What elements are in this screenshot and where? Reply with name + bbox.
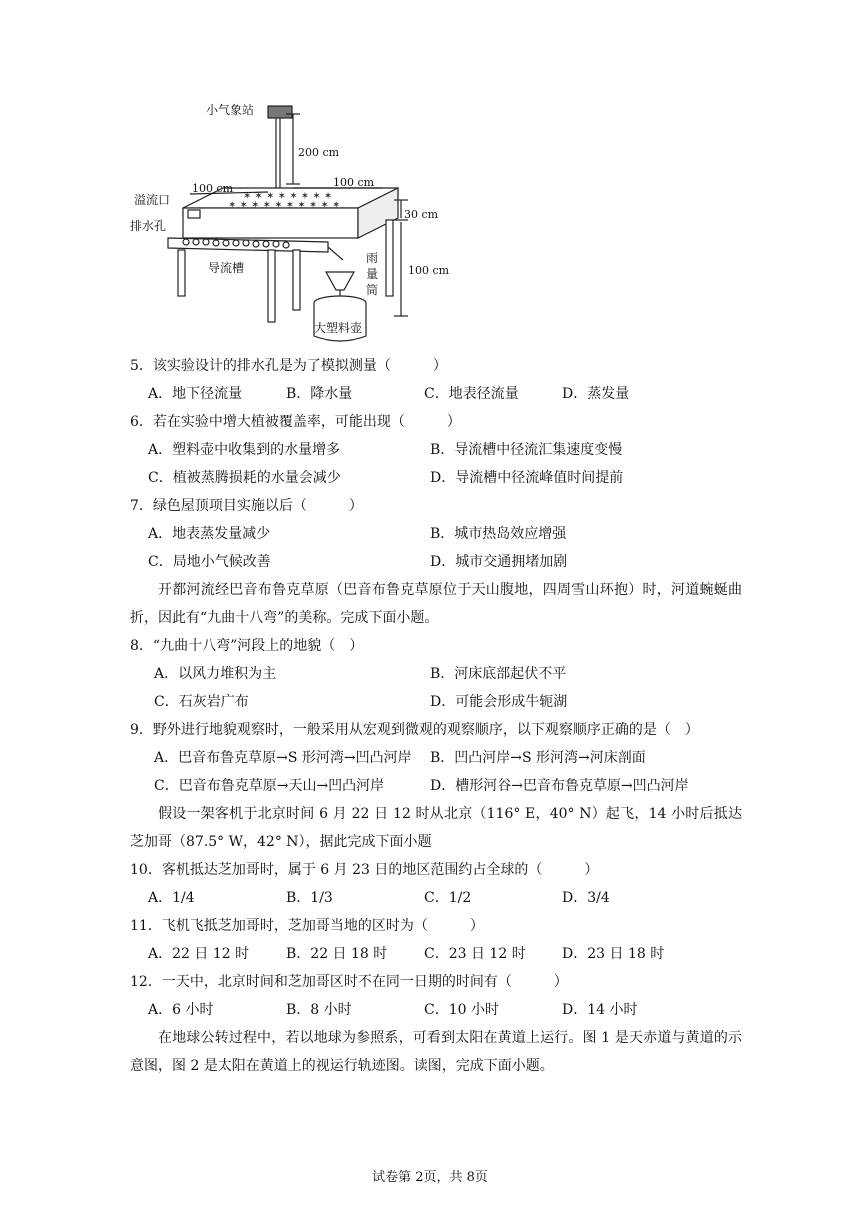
questions [130, 352, 742, 1080]
q7-options-2 [130, 548, 742, 576]
page-footer: 试卷第 2页，共 8页 [372, 1170, 488, 1185]
q10-a[interactable]: A．1/4 [148, 890, 195, 906]
svg-text:雨: 雨 [366, 251, 379, 265]
passage-3: 在地球公转过程中，若以地球为参照系，可看到太阳在黄道上运行。图 1 是天赤道与黄道的示意图，图 2 是太阳在黄道上的视运行轨迹图。读图，完成下面小题。 [130, 1030, 742, 1074]
label-100cm-right: 100 cm [333, 176, 375, 189]
passage-2: 假设一架客机于北京时间 6 月 22 日 12 时从北京（116° E，40° N）起飞，14 小时后抵达芝加哥（87.5° W，42° N），据此完成下面小题 [130, 806, 742, 850]
q5-c[interactable]: C．地表径流量 [424, 386, 519, 402]
q7-a[interactable]: A．地表蒸发量减少 [148, 526, 271, 542]
label-gauge [366, 251, 378, 297]
q6-stem: 6．若在实验中增大植被覆盖率，可能出现（ ） [130, 414, 461, 430]
q9-stem: 9．野外进行地貌观察时，一般采用从宏观到微观的观察顺序，以下观察顺序正确的是（ ） [130, 722, 699, 738]
svg-text:✶ ✶ ✶ ✶ ✶ ✶ ✶ ✶ ✶ ✶: ✶ ✶ ✶ ✶ ✶ ✶ ✶ ✶ ✶ ✶ [228, 200, 341, 211]
passage-1: 开都河流经巴音布鲁克草原（巴音布鲁克草原位于天山腹地，四周雪山环抱）时，河道蜿蜒曲折，因此有“九曲十八弯”的美称。完成下面小题。 [130, 582, 742, 626]
q11-a[interactable]: A．22 日 12 时 [148, 946, 250, 962]
q8-b[interactable]: B．河床底部起伏不平 [430, 666, 567, 682]
label-pot: 大塑料壶 [314, 321, 363, 335]
q10-c[interactable]: C．1/2 [424, 890, 472, 906]
label-drain: 排水孔 [130, 219, 167, 233]
q12-c[interactable]: C．10 小时 [424, 1002, 499, 1018]
q9-options-2 [130, 772, 742, 800]
q10-d[interactable]: D．3/4 [562, 890, 610, 906]
q6-options-1 [130, 436, 742, 464]
label-200cm: 200 cm [298, 146, 340, 159]
q10-options [130, 884, 742, 912]
q5-b[interactable]: B．降水量 [286, 386, 353, 402]
q11-options [130, 940, 742, 968]
q8-d[interactable]: D．可能会形成牛轭湖 [430, 694, 568, 710]
q5-a[interactable]: A．地下径流量 [148, 386, 243, 402]
q9-options-1 [130, 744, 742, 772]
label-30cm: 30 cm [404, 208, 439, 221]
q5-d[interactable]: D．蒸发量 [562, 386, 630, 402]
q7-d[interactable]: D．城市交通拥堵加剧 [430, 554, 568, 570]
q7-c[interactable]: C．局地小气候改善 [148, 554, 271, 570]
q12-options [130, 996, 742, 1024]
svg-text:筒: 筒 [366, 283, 379, 297]
q9-c[interactable]: C．巴音布鲁克草原→天山→凹凸河岸 [154, 778, 385, 794]
q12-d[interactable]: D．14 小时 [562, 1002, 638, 1018]
q11-b[interactable]: B．22 日 18 时 [286, 946, 388, 962]
svg-text:量: 量 [366, 267, 379, 281]
q9-a[interactable]: A．巴音布鲁克草原→S 形河湾→凹凸河岸 [154, 750, 412, 766]
q10-stem: 10．客机抵达芝加哥时，属于 6 月 23 日的地区范围约占全球的（ ） [130, 862, 599, 878]
label-station: 小气象站 [206, 103, 255, 117]
label-gutter: 导流槽 [208, 261, 245, 275]
q6-d[interactable]: D．导流槽中径流峰值时间提前 [430, 470, 624, 486]
q9-d[interactable]: D．槽形河谷→巴音布鲁克草原→凹凸河岸 [430, 778, 689, 794]
experiment-diagram [128, 100, 468, 350]
q6-a[interactable]: A．塑料壶中收集到的水量增多 [148, 442, 341, 458]
q7-stem: 7．绿色屋顶项目实施以后（ ） [130, 498, 363, 514]
q11-d[interactable]: D．23 日 18 时 [562, 946, 665, 962]
q8-stem: 8．“九曲十八弯”河段上的地貌（ ） [130, 638, 364, 654]
svg-text:✶ ✶ ✶ ✶ ✶ ✶ ✶ ✶: ✶ ✶ ✶ ✶ ✶ ✶ ✶ ✶ [243, 191, 333, 202]
q12-b[interactable]: B．8 小时 [286, 1002, 352, 1018]
q6-b[interactable]: B．导流槽中径流汇集速度变慢 [430, 442, 623, 458]
q8-options-2 [130, 688, 742, 716]
q6-options-2 [130, 464, 742, 492]
weather-station-box [268, 106, 292, 118]
q12-stem: 12．一天中，北京时间和芝加哥区时不在同一日期的时间有（ ） [130, 974, 568, 990]
q6-c[interactable]: C．植被蒸腾损耗的水量会减少 [148, 470, 341, 486]
q7-options-1 [130, 520, 742, 548]
q12-a[interactable]: A．6 小时 [148, 1002, 214, 1018]
q11-c[interactable]: C．23 日 12 时 [424, 946, 526, 962]
experiment-figure [128, 100, 468, 350]
q8-c[interactable]: C．石灰岩广布 [154, 694, 249, 710]
q5-stem: 5．该实验设计的排水孔是为了模拟测量（ ） [130, 358, 447, 374]
q11-stem: 11．飞机飞抵芝加哥时，芝加哥当地的区时为（ ） [130, 918, 484, 934]
q10-b[interactable]: B．1/3 [286, 890, 333, 906]
q5-options [130, 380, 742, 408]
label-100cm-height: 100 cm [408, 264, 450, 277]
q8-a[interactable]: A．以风力堆积为主 [154, 666, 277, 682]
q9-b[interactable]: B．凹凸河岸→S 形河湾→河床剖面 [430, 750, 646, 766]
q8-options-1 [130, 660, 742, 688]
q7-b[interactable]: B．城市热岛效应增强 [430, 526, 567, 542]
label-overflow: 溢流口 [134, 193, 171, 207]
label-100cm-left: 100 cm [192, 182, 234, 195]
